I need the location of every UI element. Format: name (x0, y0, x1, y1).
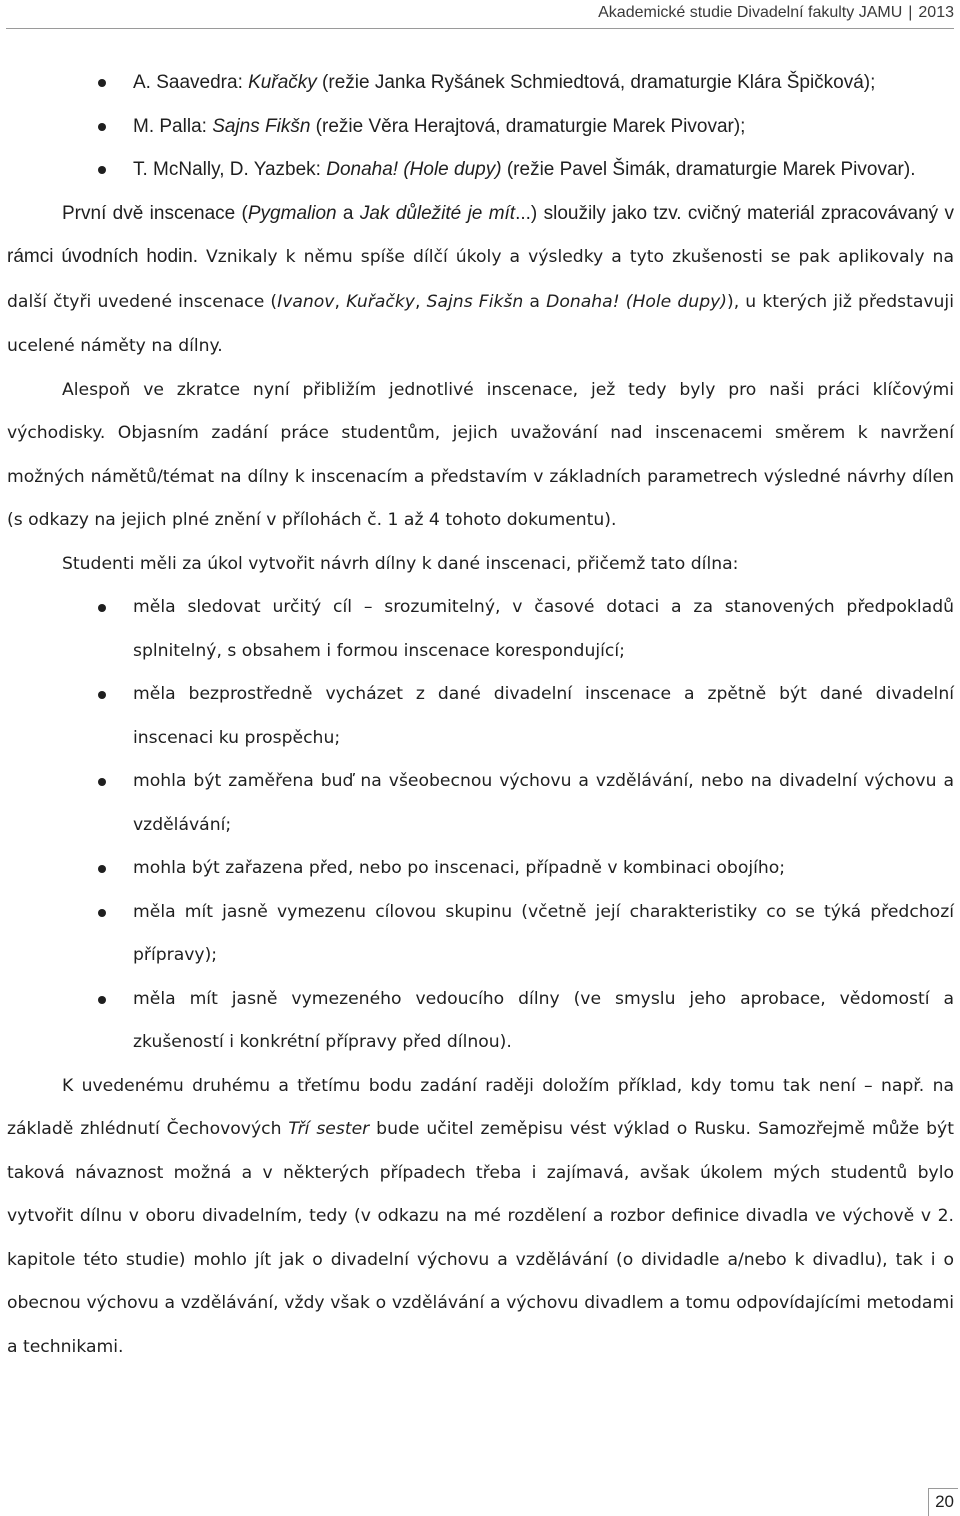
bullet-icon (98, 691, 106, 699)
paragraph-assignment: Studenti měli za úkol vytvořit návrh dílny k dané inscenaci, přičemž tato dílna: (62, 553, 739, 574)
item-work: Sajns Fikšn (212, 115, 311, 137)
item-text: mohla být zařazena před, nebo po inscenaci, případně v kombinaci obojího; (133, 858, 786, 878)
text: a (523, 291, 547, 312)
bullet-icon (98, 996, 106, 1004)
paragraph-overview: Alespoň ve zkratce nyní přibližím jednotlivé inscenace, jež tedy byly pro naši práci klíčovými východisky. Objasním zadání práce studentům, jejich uvažování nad inscenacemi směrem k navržení možných námětů/témat na dílny k inscenacím a představím v základních parametrech výsledné návrhy dílen (s odkazy na jejich plné znění v přílohách č. 1 až 4 tohoto dokumentu). (7, 379, 954, 530)
footer-rule-vertical (928, 1488, 929, 1516)
item-author: M. Palla: (133, 115, 213, 137)
list-item-timing (7, 847, 954, 891)
text-italic: Kuřačky (346, 291, 415, 312)
text: , (414, 291, 427, 312)
bullet-icon (98, 79, 106, 87)
header-separator: | (908, 4, 913, 21)
list-item-goal (7, 586, 954, 673)
list-item-palla (7, 105, 954, 149)
text: a (336, 202, 360, 224)
text-italic: Sajns Fikšn (426, 291, 524, 312)
text: Vznikaly k němu spíše dílčí úkoly a výsledky a tyto zkušenosti se pak aplikovaly na další čtyři uvedené inscenace ( (7, 247, 954, 312)
bullet-icon (98, 909, 106, 917)
item-text: měla bezprostředně vycházet z dané divadelní inscenace a zpětně být dané divadelní inscenaci ku prospěchu; (133, 684, 954, 748)
text-italic: Ivanov (277, 291, 335, 312)
bullet-icon (98, 604, 106, 612)
item-text: měla sledovat určitý cíl – srozumitelný, v časové dotaci a za stanovených předpokladů splnitelný, s obsahem i formou inscenace korespondující; (133, 597, 954, 661)
list-item-derivation (7, 673, 954, 760)
text: ...) sloužily jako tzv. cvičný materiál zpracovávaný v rámci úvodních hodin. (7, 202, 955, 267)
text: První dvě inscenace ( (62, 202, 248, 224)
footer-rule (928, 1488, 958, 1489)
page-number: 20 (935, 1492, 954, 1511)
text-italic: Donaha! (Hole dupy) (546, 291, 727, 312)
page-header (598, 2, 954, 24)
item-text: mohla být zaměřena buď na všeobecnou výchovu a vzdělávání, nebo na divadelní výchovu a vzdělávání; (133, 771, 954, 835)
item-text: měla mít jasně vymezenu cílovou skupinu (včetně její charakteristiky co se týká předchozí přípravy); (133, 901, 954, 965)
bullet-icon (98, 865, 106, 873)
text: , (334, 291, 347, 312)
header-rule (6, 28, 954, 29)
paragraph-example (7, 1065, 954, 1370)
item-author: A. Saavedra: (133, 72, 249, 93)
item-work: Donaha! (Hole dupy) (326, 159, 502, 180)
list-item-target-group (7, 891, 954, 978)
text-italic: Pygmalion (247, 202, 337, 224)
document-body (7, 61, 954, 1369)
list-item-focus (7, 760, 954, 847)
text: ), u kterých již představuji ucelené náměty na dílny. (7, 291, 954, 356)
text-italic: Tří sester (288, 1119, 370, 1139)
header-title: Akademické studie Divadelní fakulty JAMU (598, 4, 903, 21)
header-year: 2013 (918, 4, 954, 21)
list-item-saavedra (7, 61, 954, 105)
paragraph-intro (7, 192, 954, 369)
item-text: (režie Věra Herajtová, dramaturgie Marek Pivovar); (310, 115, 746, 137)
item-work: Kuřačky (248, 72, 317, 93)
text: bude učitel zeměpisu vést výklad o Rusku. Samozřejmě může být taková návaznost možná a v některých případech třeba i zajímavá, avšak úkolem mých studentů bylo vytvořit dílnu v oboru divadelním, tedy (v odkazu na mé rozdělení a rozbor definice divadla ve výchově v 2. kapitole této studie) mohlo jít jak o divadelní výchovu a vzdělávání (o dividadle a/nebo k divadlu), tak i o obecnou výchovu a vzdělávání, vždy však o vzdělávání a výchovu divadlem a tomu odpovídajícími metodami a technikami. (7, 1119, 954, 1357)
text: K uvedenému druhému a třetímu bodu zadání raději doložím příklad, kdy tomu tak není – např. na základě zhlédnutí Čechovových (7, 1075, 954, 1139)
item-text: měla mít jasně vymezeného vedoucího dílny (ve smyslu jeho aprobace, vědomostí a zkušeností i konkrétní přípravy před dílnou). (133, 988, 954, 1052)
item-author: T. McNally, D. Yazbek: (133, 159, 327, 180)
bullet-icon (98, 123, 106, 131)
item-text: (režie Pavel Šimák, dramaturgie Marek Pivovar). (501, 159, 916, 180)
bullet-icon (98, 166, 106, 174)
list-item-mcnally (7, 148, 954, 192)
bullet-icon (98, 778, 106, 786)
item-text: (režie Janka Ryšánek Schmiedtová, dramaturgie Klára Špičková); (316, 72, 876, 93)
list-item-leader (7, 978, 954, 1065)
text-italic: Jak důležité je mít (359, 202, 516, 224)
